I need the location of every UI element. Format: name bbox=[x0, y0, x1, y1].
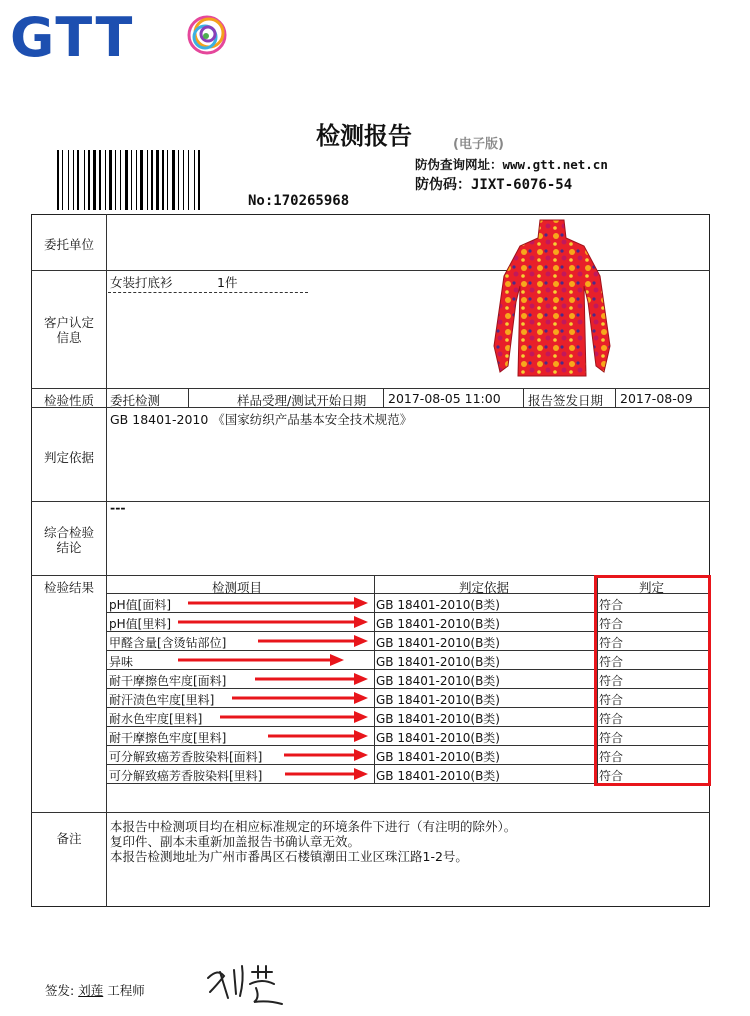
report-date-label: 报告签发日期 bbox=[528, 393, 604, 408]
result-verdict: 符合 bbox=[599, 636, 624, 650]
result-verdict: 符合 bbox=[599, 693, 624, 707]
edition-label: (电子版) bbox=[453, 137, 504, 152]
report-number: No:170265968 bbox=[248, 193, 350, 209]
result-item: 甲醛含量[含烫钻部位] bbox=[109, 636, 227, 650]
results-header-item: 检测项目 bbox=[212, 580, 263, 595]
result-basis: GB 18401-2010(B类) bbox=[376, 636, 500, 650]
annotation-arrow-head bbox=[354, 730, 368, 742]
result-verdict: 符合 bbox=[599, 617, 624, 631]
result-basis: GB 18401-2010(B类) bbox=[376, 617, 500, 631]
result-basis: GB 18401-2010(B类) bbox=[376, 674, 500, 688]
sample-date-value: 2017-08-05 11:00 bbox=[388, 391, 501, 406]
basis-label: 判定依据 bbox=[43, 450, 94, 465]
basis-value: GB 18401-2010 《国家纺织产品基本安全技术规范》 bbox=[110, 412, 413, 427]
result-verdict: 符合 bbox=[599, 750, 624, 764]
annotation-arrow-head bbox=[354, 749, 368, 761]
result-verdict: 符合 bbox=[599, 674, 624, 688]
annotation-arrow-head bbox=[354, 692, 368, 704]
conclusion-label: 综合检验结论 bbox=[43, 525, 94, 555]
annotation-arrow-head bbox=[354, 768, 368, 780]
verify-url: 防伪查询网址：www.gtt.net.cn bbox=[415, 157, 608, 172]
result-verdict: 符合 bbox=[599, 731, 624, 745]
result-verdict: 符合 bbox=[599, 712, 624, 726]
inspection-type-value: 委托检测 bbox=[110, 393, 161, 408]
result-basis: GB 18401-2010(B类) bbox=[376, 712, 500, 726]
signoff bbox=[45, 981, 145, 999]
remark-line: 本报告检测地址为广州市番禺区石楼镇潮田工业区珠江路1-2号。 bbox=[110, 849, 468, 864]
signer-name: 刘莲 bbox=[78, 983, 104, 998]
result-verdict: 符合 bbox=[599, 598, 624, 612]
result-basis: GB 18401-2010(B类) bbox=[376, 731, 500, 745]
product-quantity: 1件 bbox=[217, 275, 238, 290]
report-title: 检测报告 bbox=[316, 122, 412, 150]
result-basis: GB 18401-2010(B类) bbox=[376, 655, 500, 669]
sample-date-label: 样品受理/测试开始日期 bbox=[237, 393, 367, 408]
result-item: pH值[里料] bbox=[109, 617, 172, 631]
results-header-verdict: 判定 bbox=[639, 580, 665, 595]
remark-line: 本报告中检测项目均在相应标准规定的环境条件下进行（有注明的除外）。 bbox=[110, 819, 517, 834]
annotation-arrow-head bbox=[354, 711, 368, 723]
result-basis: GB 18401-2010(B类) bbox=[376, 769, 500, 783]
result-item: 耐干摩擦色牢度[里料] bbox=[109, 731, 227, 745]
product-name: 女装打底衫 bbox=[110, 275, 173, 290]
result-basis: GB 18401-2010(B类) bbox=[376, 750, 500, 764]
result-item: pH值[面料] bbox=[109, 598, 172, 612]
result-verdict: 符合 bbox=[599, 769, 624, 783]
signer-role: 工程师 bbox=[107, 983, 145, 998]
annotation-arrow-head bbox=[354, 673, 368, 685]
report-date-value: 2017-08-09 bbox=[620, 391, 693, 406]
signoff-prefix: 签发: bbox=[45, 983, 75, 998]
annotation-arrow-head bbox=[330, 654, 344, 666]
annotation-arrow-head bbox=[354, 616, 368, 628]
handwritten-signature bbox=[198, 958, 288, 1006]
customer-info-label: 客户认定信息 bbox=[43, 315, 94, 345]
result-basis: GB 18401-2010(B类) bbox=[376, 598, 500, 612]
result-item: 耐汗渍色牢度[里料] bbox=[109, 693, 215, 707]
remark-line: 复印件、副本未重新加盖报告书确认章无效。 bbox=[110, 834, 361, 849]
logo-text: GTT bbox=[10, 6, 135, 69]
result-basis: GB 18401-2010(B类) bbox=[376, 693, 500, 707]
annotation-arrow-head bbox=[354, 635, 368, 647]
result-item: 可分解致癌芳香胺染料[里料] bbox=[109, 769, 263, 783]
remarks-label: 备注 bbox=[56, 831, 82, 846]
result-item: 可分解致癌芳香胺染料[面料] bbox=[109, 750, 263, 764]
client-label: 委托单位 bbox=[43, 237, 94, 252]
result-item: 异味 bbox=[109, 655, 134, 669]
results-header-basis: 判定依据 bbox=[459, 580, 510, 595]
result-item: 耐干摩擦色牢度[面料] bbox=[109, 674, 227, 688]
conclusion-value: --- bbox=[110, 500, 126, 515]
inspection-type-label: 检验性质 bbox=[43, 393, 94, 408]
result-verdict: 符合 bbox=[599, 655, 624, 669]
verify-code: 防伪码：JIXT-6076-54 bbox=[415, 177, 573, 193]
result-item: 耐水色牢度[里料] bbox=[109, 712, 203, 726]
results-label: 检验结果 bbox=[43, 580, 94, 595]
annotation-arrow-head bbox=[354, 597, 368, 609]
